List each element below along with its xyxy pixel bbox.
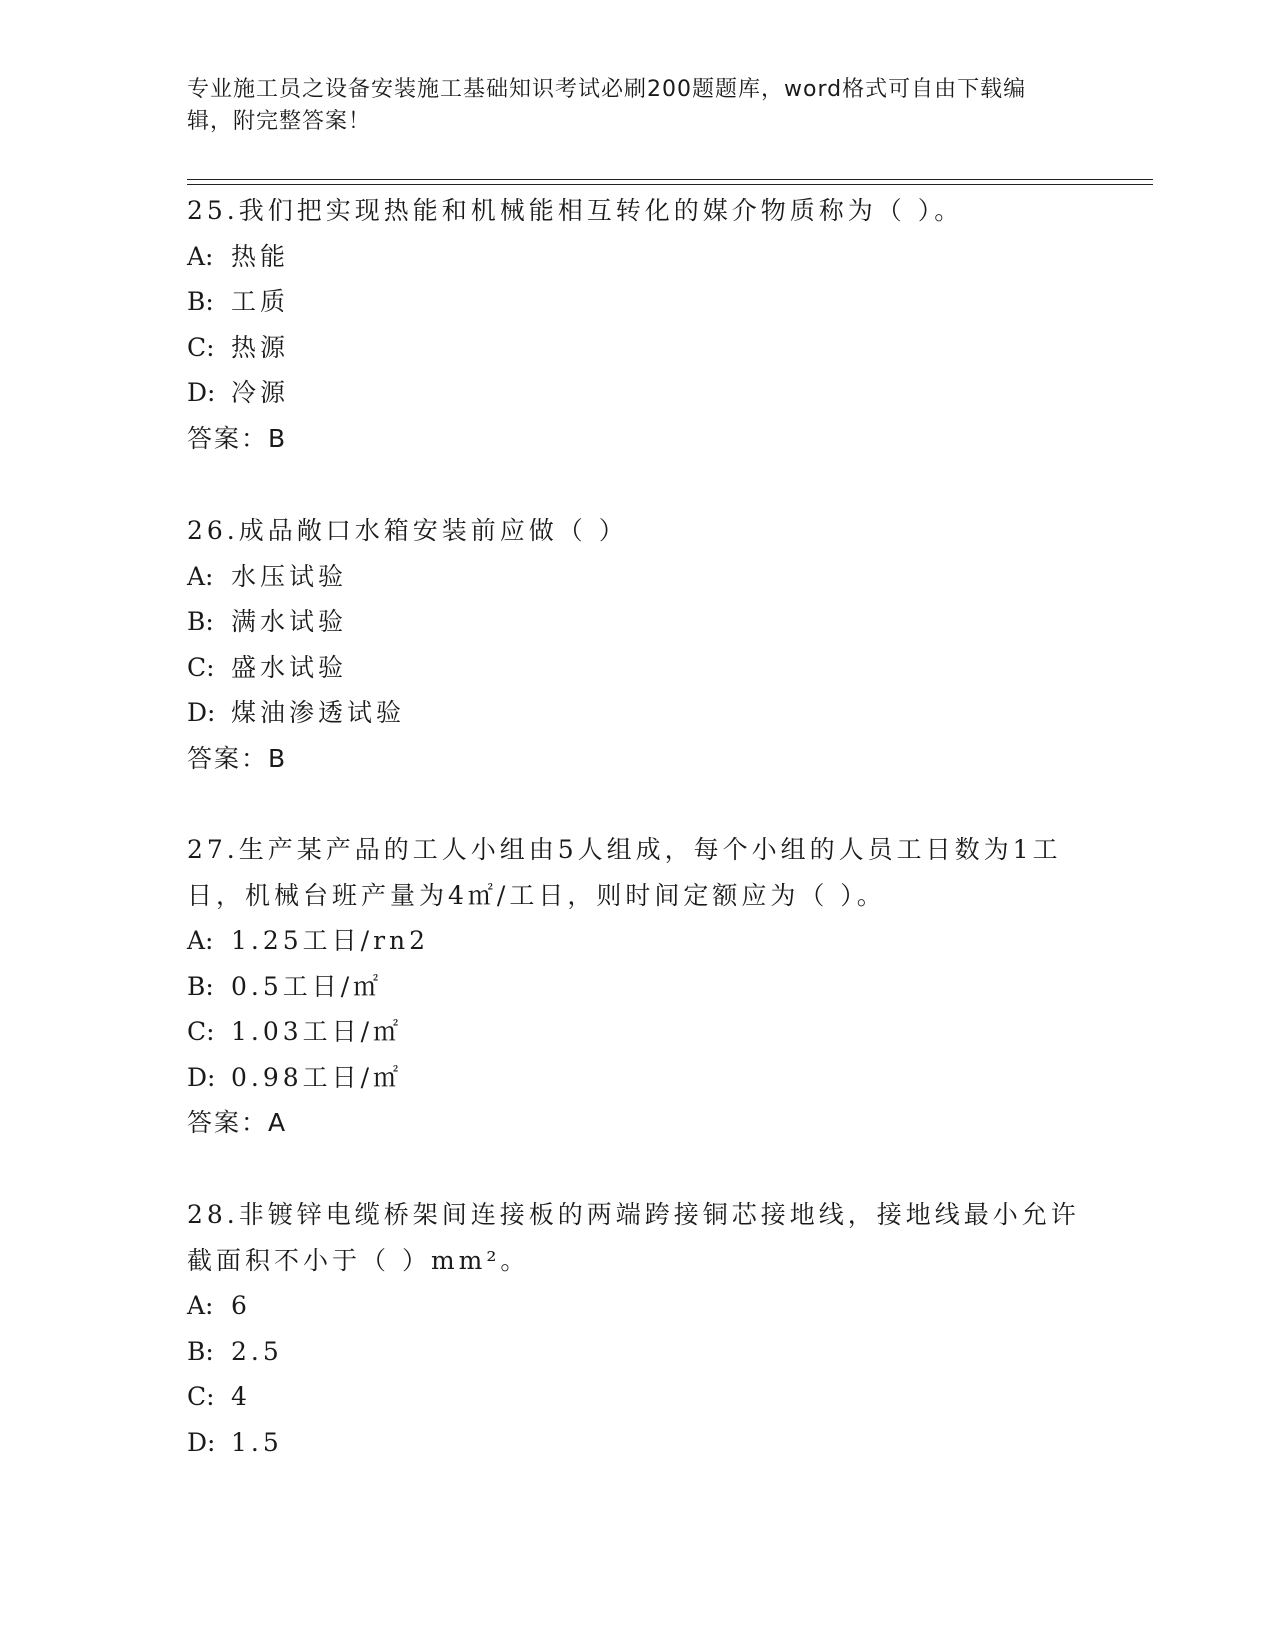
question-27 — [187, 827, 1087, 1146]
option-label: B: — [187, 607, 214, 636]
option-label: D: — [187, 698, 216, 727]
option-text: 热能 — [231, 241, 290, 271]
option-label: D: — [187, 378, 216, 407]
option-b — [187, 279, 1087, 325]
option-d — [187, 370, 1087, 416]
option-label: C: — [187, 332, 215, 362]
document-header: 专业施工员之设备安装施工基础知识考试必刷200题题库，word格式可自由下载编辑，附完整答案！ — [187, 77, 1027, 134]
option-b — [187, 599, 1087, 645]
question-text: 27.生产某产品的工人小组由5人组成，每个小组的人员工日数为1工日，机械台班产量为4㎡/工日，则时间定额应为（ ）。 — [187, 835, 1062, 910]
option-label: A: — [187, 561, 214, 591]
question-26 — [187, 508, 1087, 781]
option-text: 4 — [231, 1382, 251, 1411]
option-label: C: — [187, 652, 215, 682]
option-text: 1.03工日/㎡ — [231, 1017, 403, 1046]
option-d — [187, 1420, 1087, 1466]
option-label: C: — [187, 1382, 215, 1411]
option-text: 冷源 — [231, 378, 290, 407]
header-divider-bottom — [187, 184, 1153, 185]
question-28 — [187, 1192, 1087, 1465]
option-a — [187, 234, 1087, 280]
option-text: 满水试验 — [231, 607, 348, 636]
option-a — [187, 918, 1087, 964]
answer-line: 答案：B — [187, 743, 288, 773]
option-b — [187, 964, 1087, 1010]
option-label: B: — [187, 1336, 214, 1366]
option-text: 2.5 — [231, 1336, 283, 1366]
option-label: C: — [187, 1017, 215, 1046]
question-25 — [187, 188, 1087, 461]
option-c — [187, 1374, 1087, 1420]
option-a — [187, 554, 1087, 600]
option-text: 煤油渗透试验 — [231, 698, 406, 727]
option-label: B: — [187, 287, 214, 316]
question-text: 28.非镀锌电缆桥架间连接板的两端跨接铜芯接地线，接地线最小允许截面积不小于（ ）mm²。 — [187, 1200, 1080, 1275]
option-text: 0.5工日/㎡ — [231, 971, 383, 1001]
option-label: D: — [187, 1427, 216, 1457]
answer-line: 答案：A — [187, 1108, 288, 1137]
option-d — [187, 690, 1087, 736]
option-label: A: — [187, 926, 214, 955]
option-text: 0.98工日/㎡ — [231, 1062, 403, 1092]
option-text: 1.25工日/rn2 — [231, 926, 430, 955]
option-text: 工质 — [231, 287, 290, 316]
option-d — [187, 1055, 1087, 1101]
answer-line: 答案：B — [187, 423, 288, 453]
option-label: A: — [187, 1291, 214, 1320]
option-text: 热源 — [231, 332, 290, 362]
option-label: B: — [187, 971, 214, 1001]
option-b — [187, 1329, 1087, 1375]
option-label: D: — [187, 1062, 216, 1092]
option-text: 水压试验 — [231, 561, 348, 591]
option-c — [187, 325, 1087, 371]
question-text: 25.我们把实现热能和机械能相互转化的媒介物质称为（ ）。 — [187, 196, 964, 225]
header-divider-top — [187, 179, 1153, 180]
option-c — [187, 1009, 1087, 1055]
option-label: A: — [187, 241, 214, 271]
question-text: 26.成品敞口水箱安装前应做（ ） — [187, 516, 628, 545]
option-c — [187, 645, 1087, 691]
option-text: 盛水试验 — [231, 652, 348, 682]
option-text: 6 — [231, 1291, 251, 1320]
option-a — [187, 1283, 1087, 1329]
option-text: 1.5 — [231, 1427, 283, 1457]
